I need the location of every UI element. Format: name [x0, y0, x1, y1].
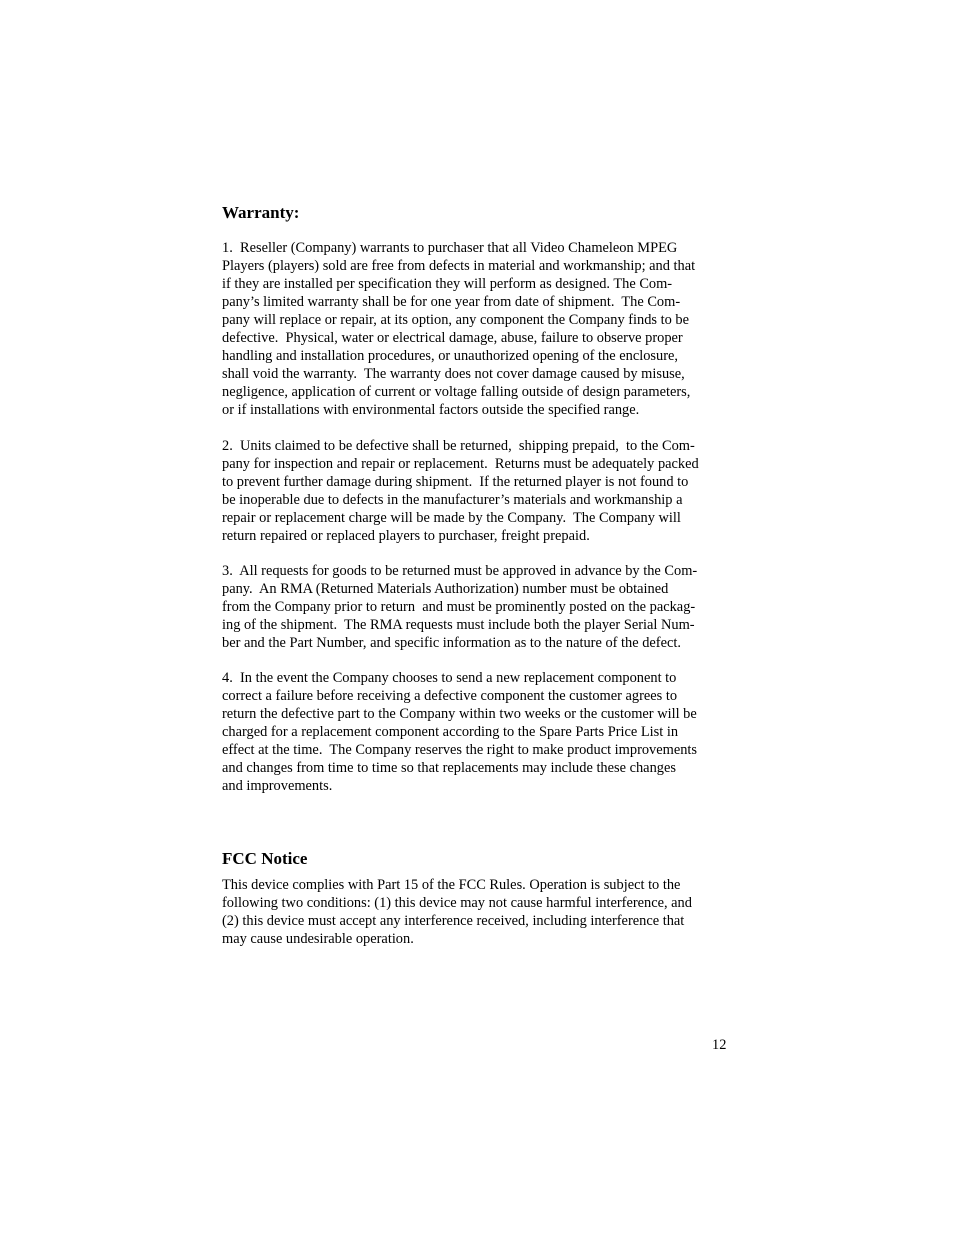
text-line: shall void the warranty. The warranty does not cover damage caused by misuse,	[222, 366, 685, 382]
text-line: handling and installation procedures, or unauthorized opening of the enclosure,	[222, 348, 678, 364]
text-line: pany will replace or repair, at its option, any component the Company finds to be	[222, 312, 689, 328]
text-line: Players (players) sold are free from defects in material and workmanship; and that	[222, 258, 696, 274]
text-line: negligence, application of current or voltage falling outside of design parameters,	[222, 384, 691, 400]
text-line: pany for inspection and repair or replacement. Returns must be adequately packed	[222, 456, 699, 472]
text-line: pany. An RMA (Returned Materials Authorization) number must be obtained	[222, 581, 669, 597]
text-line: if they are installed per specification they will perform as designed. The Com-	[222, 276, 673, 292]
text-line: repair or replacement charge will be made by the Company. The Company will	[222, 510, 681, 526]
text-line: 1. Reseller (Company) warrants to purchaser that all Video Chameleon MPEG	[222, 240, 678, 256]
text-line: be inoperable due to defects in the manufacturer’s materials and workmanship a	[222, 492, 683, 508]
text-line: charged for a replacement component according to the Spare Parts Price List in	[222, 724, 679, 740]
text-line: 4. In the event the Company chooses to send a new replacement component to	[222, 670, 677, 686]
text-line: return the defective part to the Company within two weeks or the customer will be	[222, 706, 697, 722]
text-line: return repaired or replaced players to purchaser, freight prepaid.	[222, 528, 590, 544]
text-line: may cause undesirable operation.	[222, 931, 414, 947]
text-line: from the Company prior to return and must be prominently posted on the packag-	[222, 599, 696, 615]
text-line: and changes from time to time so that replacements may include these changes	[222, 760, 676, 776]
text-line: to prevent further damage during shipment. If the returned player is not found to	[222, 474, 689, 490]
text-line: pany’s limited warranty shall be for one year from date of shipment. The Com-	[222, 294, 681, 310]
page-number: 12	[712, 1037, 727, 1053]
text-line: 2. Units claimed to be defective shall be returned, shipping prepaid, to the Com-	[222, 438, 695, 454]
text-line: ing of the shipment. The RMA requests must include both the player Serial Num-	[222, 617, 695, 633]
text-line: (2) this device must accept any interference received, including interference that	[222, 913, 685, 929]
text-line: 3. All requests for goods to be returned must be approved in advance by the Com-	[222, 563, 698, 579]
text-line: ber and the Part Number, and specific information as to the nature of the defect.	[222, 635, 681, 651]
fcc-notice-heading: FCC Notice	[222, 849, 308, 868]
text-line: defective. Physical, water or electrical damage, abuse, failure to observe proper	[222, 330, 683, 346]
text-line: following two conditions: (1) this device may not cause harmful interference, and	[222, 895, 692, 911]
text-line: effect at the time. The Company reserves the right to make product improvements	[222, 742, 698, 758]
text-line: and improvements.	[222, 778, 333, 794]
text-line: correct a failure before receiving a defective component the customer agrees to	[222, 688, 678, 704]
text-line: This device complies with Part 15 of the FCC Rules. Operation is subject to the	[222, 877, 681, 893]
text-line: or if installations with environmental factors outside the specified range.	[222, 402, 640, 418]
warranty-heading: Warranty:	[222, 203, 300, 222]
